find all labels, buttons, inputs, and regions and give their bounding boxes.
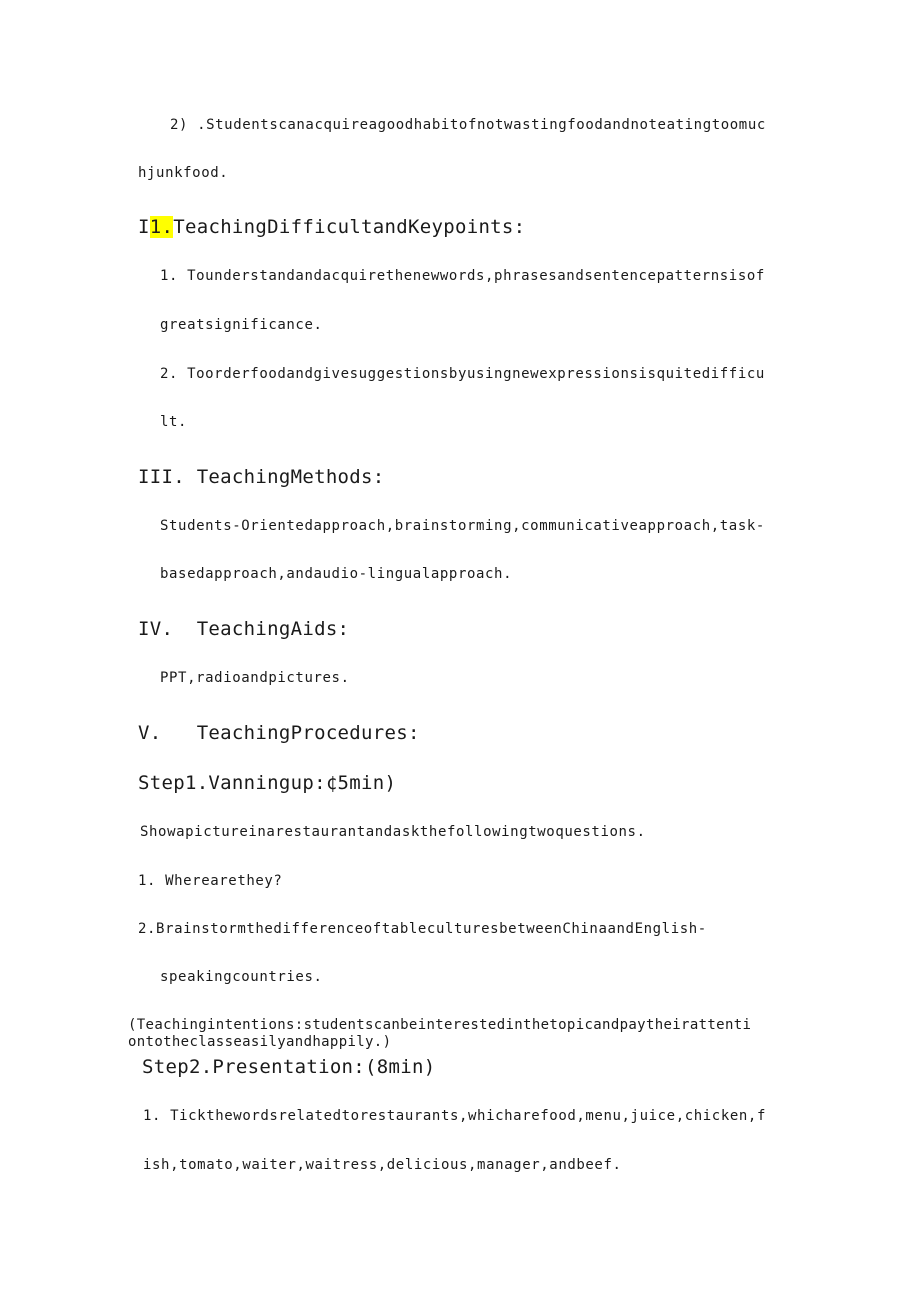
section-heading-aids: IV. TeachingAids:	[138, 618, 350, 640]
step1-heading: Step1.Vanningup:¢5min)	[138, 772, 397, 794]
keypoint-1-line-1: 1. Tounderstandandacquirethenewwords,phrasesandsentencepatternsisof	[160, 268, 765, 284]
step1-question-1: 1. Wherearethey?	[138, 873, 283, 889]
heading-text: TeachingDifficultandKeypoints:	[173, 216, 526, 238]
objective-item-2-line-2: hjunkfood.	[138, 165, 229, 181]
step2-heading: Step2.Presentation:(8min)	[142, 1056, 436, 1078]
section-heading-methods: III. TeachingMethods:	[138, 466, 385, 488]
step1-question-2-line-1: 2.BrainstormthedifferenceoftableculturesbetweenChinaandEnglish-	[138, 921, 707, 937]
methods-line-1: Students-Orientedapproach,brainstorming,communicativeapproach,task-	[160, 518, 765, 534]
aids-line-1: PPT,radioandpictures.	[160, 670, 350, 686]
keypoint-2-line-2: lt.	[160, 414, 188, 430]
section-heading-procedures: V. TeachingProcedures:	[138, 722, 420, 744]
step2-item-1-line-2: ish,tomato,waiter,waitress,delicious,manager,andbeef.	[143, 1157, 622, 1173]
keypoint-2-line-1: 2. Toorderfoodandgivesuggestionsbyusingnewexpressionsisquitedifficu	[160, 366, 765, 382]
step1-intro: Showapictureinarestaurantandaskthefollowingtwoquestions.	[140, 824, 646, 840]
heading-prefix: I	[138, 216, 150, 238]
keypoint-1-line-2: greatsignificance.	[160, 317, 323, 333]
teaching-intention-line-1: (Teachingintentions:studentscanbeinterestedinthetopicandpaytheirattenti	[128, 1017, 752, 1033]
highlighted-number: 1.	[149, 216, 174, 238]
objective-item-2-line-1: 2) .Studentscanacquireagoodhabitofnotwastingfoodandnoteatingtoomuc	[170, 117, 766, 133]
step2-item-1-line-1: 1. Tickthewordsrelatedtorestaurants,whicharefood,menu,juice,chicken,f	[143, 1108, 766, 1124]
section-heading-difficult-keypoints	[138, 215, 525, 239]
methods-line-2: basedapproach,andaudio-lingualapproach.	[160, 566, 513, 582]
teaching-intention-line-2: ontotheclasseasilyandhappily.)	[128, 1034, 392, 1050]
step1-question-2-line-2: speakingcountries.	[160, 969, 323, 985]
